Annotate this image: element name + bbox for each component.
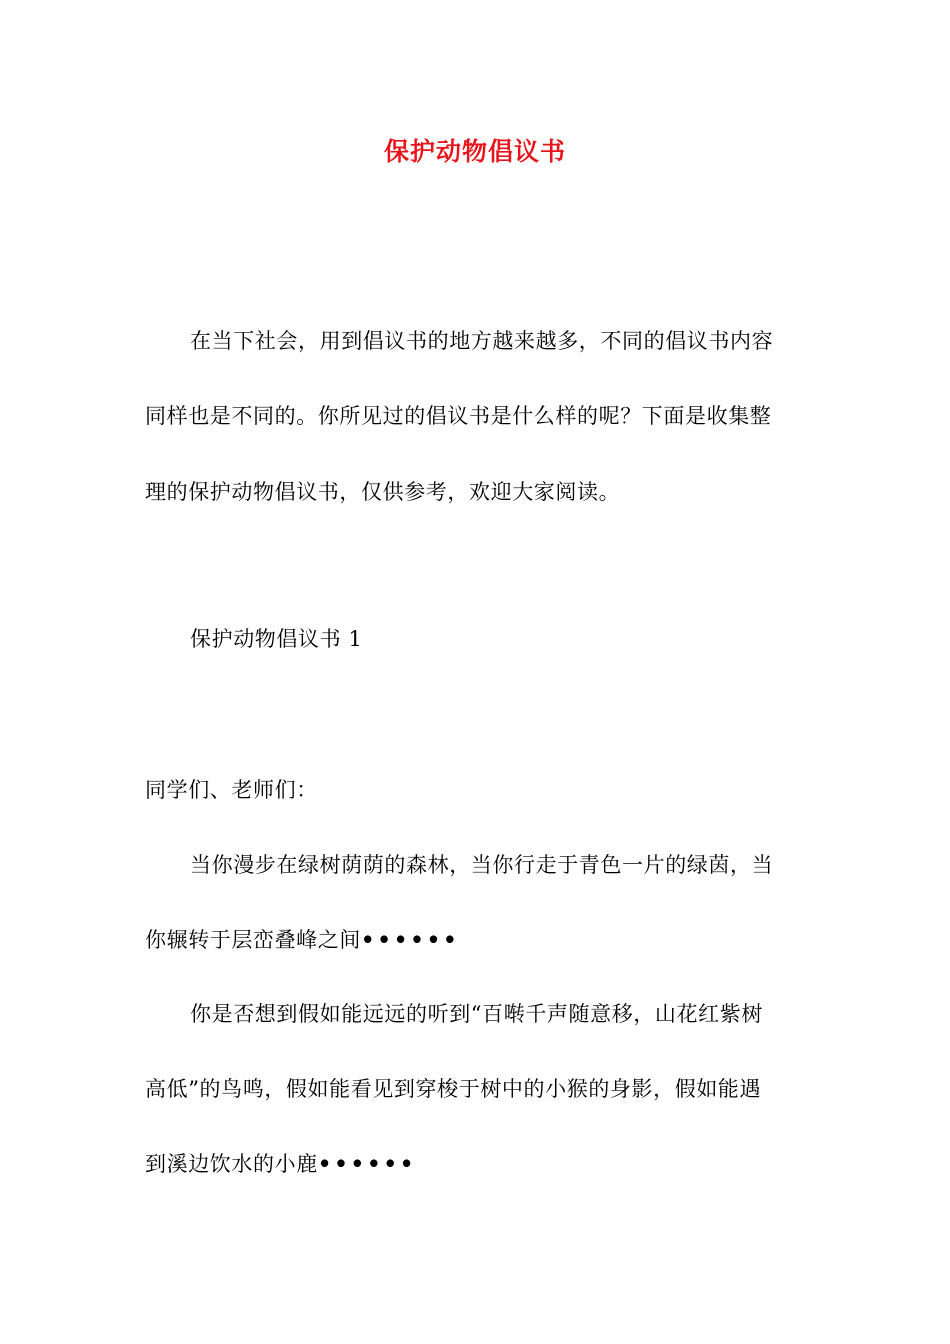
para2-line-1: 你是否想到假如能远远的听到“百啭千声随意移，山花红紫树 bbox=[190, 1002, 763, 1026]
para2-ellipsis: •••••• bbox=[317, 1151, 417, 1176]
para1-line-1: 当你漫步在绿树荫荫的森林，当你行走于青色一片的绿茵，当 bbox=[190, 853, 774, 877]
para1-line-2-text: 你辗转于层峦叠峰之间 bbox=[145, 928, 361, 952]
intro-line-1: 在当下社会，用到倡议书的地方越来越多，不同的倡议书内容 bbox=[190, 329, 774, 353]
para2-line-3 bbox=[145, 1149, 810, 1179]
para2-line-3-text: 到溪边饮水的小鹿 bbox=[145, 1152, 318, 1176]
intro-line-3: 理的保护动物倡议书，仅供参考，欢迎大家阅读。 bbox=[145, 480, 621, 504]
salutation: 同学们、老师们： bbox=[145, 778, 318, 802]
document-title: 保护动物倡议书 bbox=[383, 137, 566, 166]
section-heading: 保护动物倡议书 1 bbox=[190, 627, 363, 651]
para2-line-2: 高低”的鸟鸣，假如能看见到穿梭于树中的小猴的身影，假如能遇 bbox=[145, 1077, 762, 1101]
para1-line-2 bbox=[145, 925, 810, 955]
intro-line-2: 同样也是不同的。你所见过的倡议书是什么样的呢？下面是收集整 bbox=[145, 404, 772, 428]
para1-ellipsis: •••••• bbox=[361, 927, 460, 952]
